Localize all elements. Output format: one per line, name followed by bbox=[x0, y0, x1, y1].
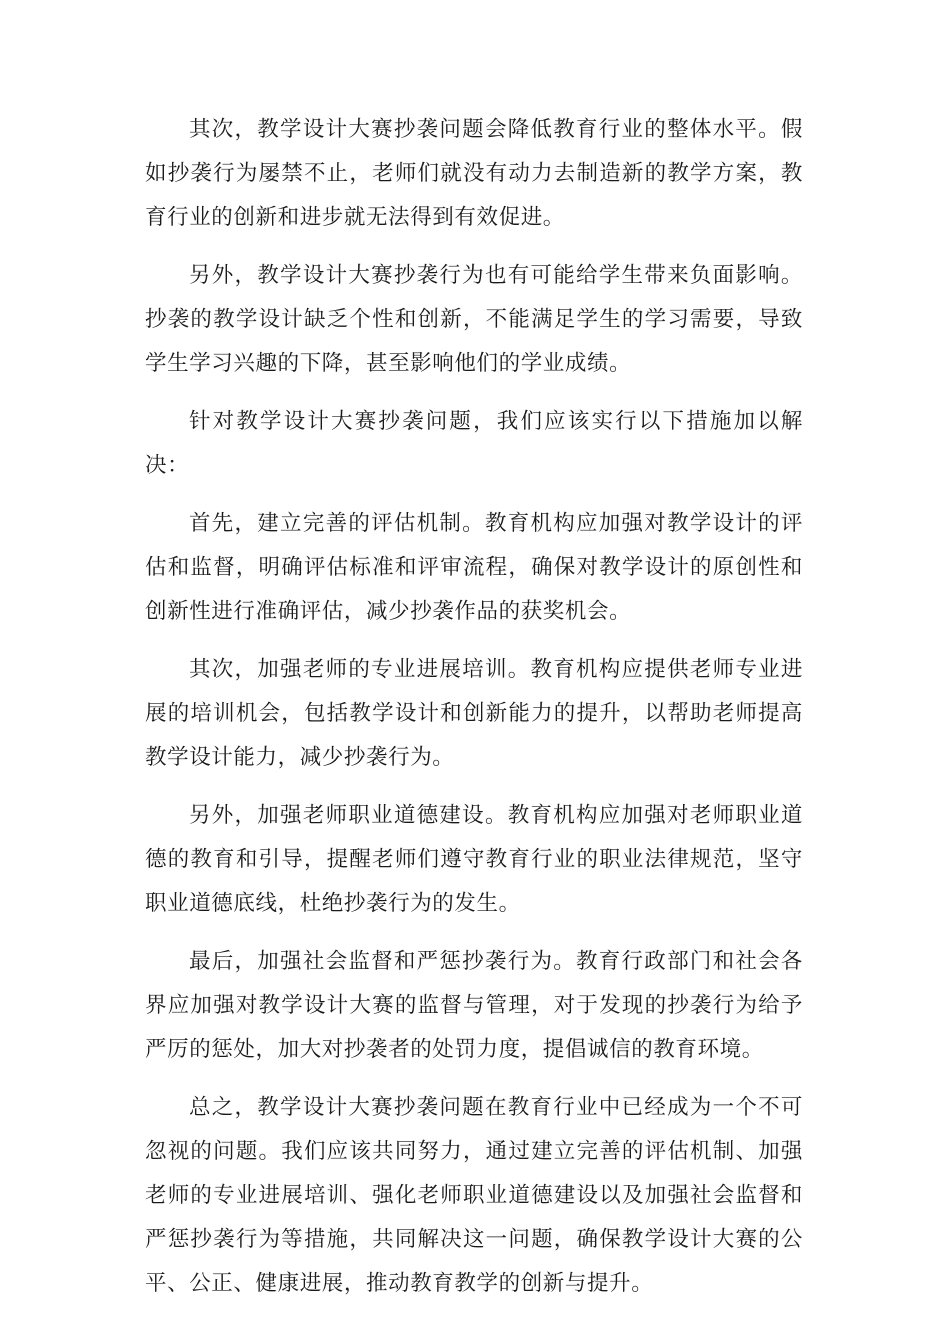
paragraph-5: 其次，加强老师的专业进展培训。教育机构应提供老师专业进展的培训机会，包括教学设计和创新能力的提升，以帮助老师提高教学设计能力，减少抄袭行为。 bbox=[145, 657, 803, 770]
paragraph-3: 针对教学设计大赛抄袭问题，我们应该实行以下措施加以解决： bbox=[145, 409, 803, 478]
document-body bbox=[145, 108, 803, 1320]
paragraph-8: 总之，教学设计大赛抄袭问题在教育行业中已经成为一个不可忽视的问题。我们应该共同努力，通过建立完善的评估机制、加强老师的专业进展培训、强化老师职业道德建设以及加强社会监督和严惩抄袭行为等措施，共同解决这一问题，确保教学设计大赛的公平、公正、健康进展，推动教育教学的创新与提升。 bbox=[145, 1095, 803, 1296]
paragraph-7: 最后，加强社会监督和严惩抄袭行为。教育行政部门和社会各界应加强对教学设计大赛的监督与管理，对于发现的抄袭行为给予严厉的惩处，加大对抄袭者的处罚力度，提倡诚信的教育环境。 bbox=[145, 949, 803, 1062]
paragraph-2: 另外，教学设计大赛抄袭行为也有可能给学生带来负面影响。抄袭的教学设计缺乏个性和创新，不能满足学生的学习需要，导致学生学习兴趣的下降，甚至影响他们的学业成绩。 bbox=[145, 263, 803, 376]
paragraph-1: 其次，教学设计大赛抄袭问题会降低教育行业的整体水平。假如抄袭行为屡禁不止，老师们就没有动力去制造新的教学方案，教育行业的创新和进步就无法得到有效促进。 bbox=[145, 117, 803, 230]
paragraph-6: 另外，加强老师职业道德建设。教育机构应加强对老师职业道德的教育和引导，提醒老师们遵守教育行业的职业法律规范，坚守职业道德底线，杜绝抄袭行为的发生。 bbox=[145, 803, 803, 916]
paragraph-4: 首先，建立完善的评估机制。教育机构应加强对教学设计的评估和监督，明确评估标准和评审流程，确保对教学设计的原创性和创新性进行准确评估，减少抄袭作品的获奖机会。 bbox=[145, 511, 803, 624]
